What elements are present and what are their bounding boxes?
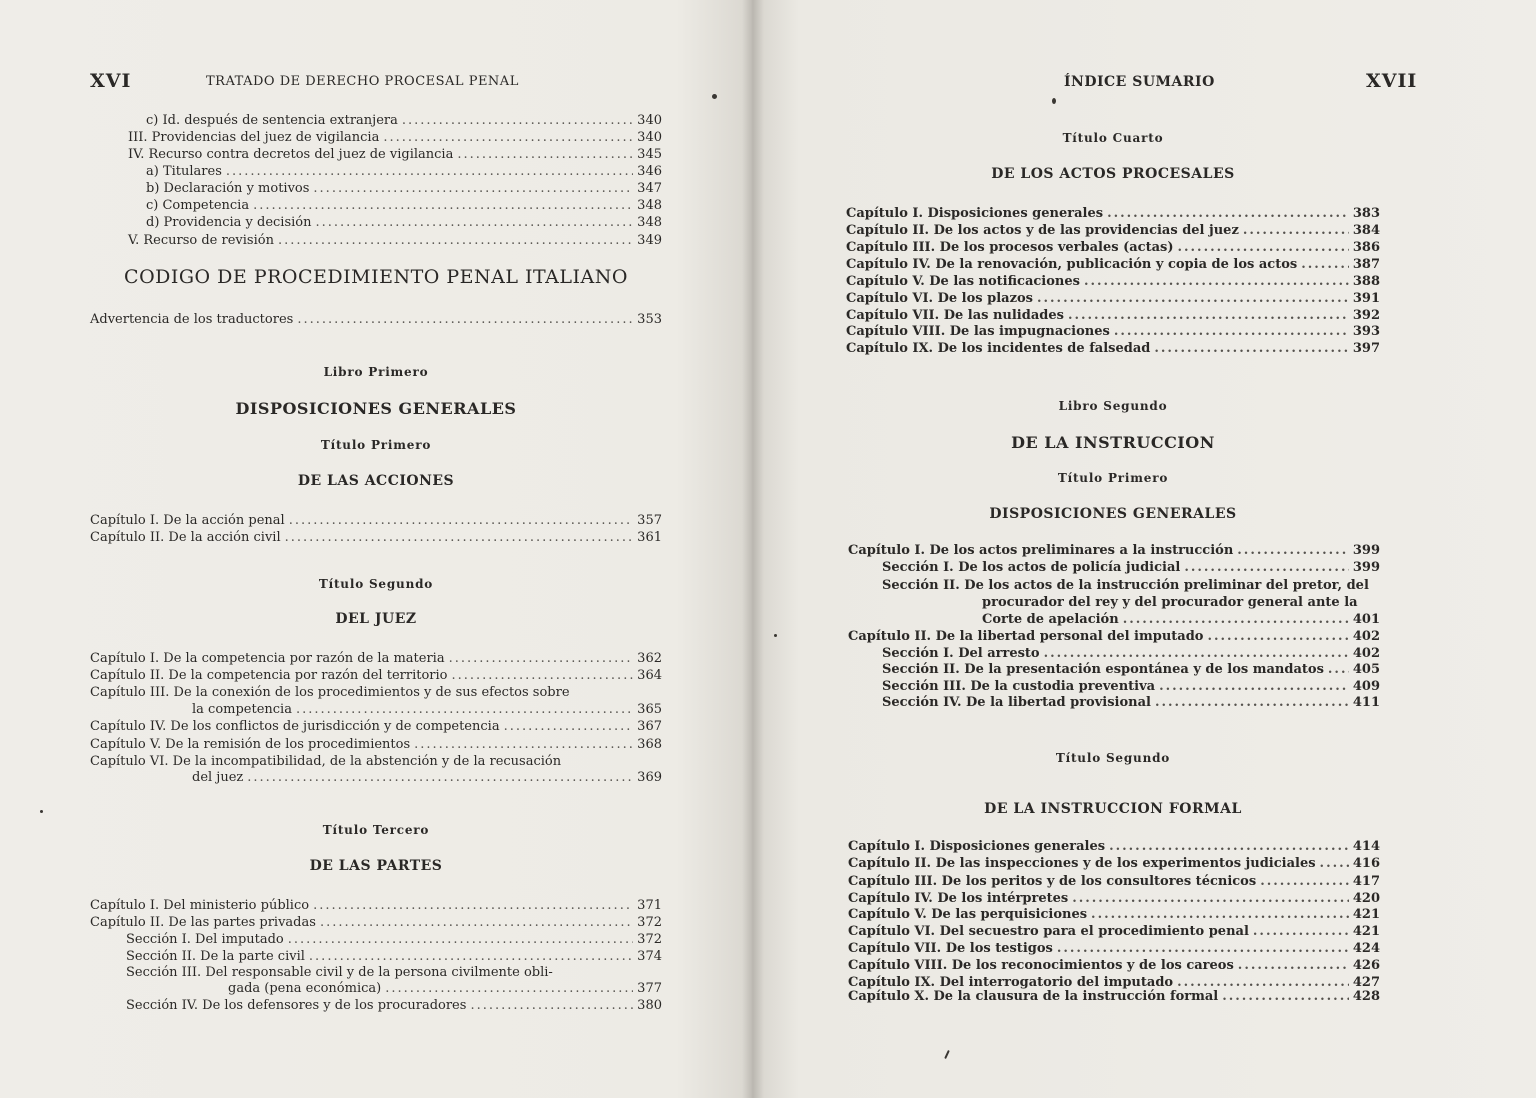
paper-speck (944, 1050, 950, 1059)
titulo-label: Título Cuarto (1062, 131, 1164, 145)
toc-entry[interactable]: Corte de apelación ..... 401 (982, 611, 1380, 628)
toc-entry[interactable]: la competencia ..... 365 (192, 701, 662, 718)
toc-entry[interactable]: Capítulo VIII. De las impugnaciones ..... 393 (846, 323, 1380, 340)
toc-entry[interactable]: Capítulo I. Disposiciones generales ..... 383 (846, 205, 1380, 222)
toc-entry[interactable]: Capítulo I. De la acción penal ..... 357 (90, 512, 662, 529)
paper-speck (1052, 98, 1056, 104)
toc-entry[interactable]: Sección IV. De la libertad provisional ..... 411 (882, 694, 1380, 711)
toc-entry[interactable]: Capítulo VIII. De los reconocimientos y de los careos ..... 426 (848, 957, 1380, 974)
toc-entry[interactable]: c) Competencia ..... 348 (146, 197, 662, 214)
toc-entry-line: Sección II. De los actos de la instrucción preliminar del pretor, del (882, 578, 1369, 593)
toc-entry[interactable]: Capítulo II. De la libertad personal del imputado ..... 402 (848, 628, 1380, 645)
libro-title: DE LA INSTRUCCION (1011, 433, 1215, 452)
page-number-right: XVII (1366, 70, 1418, 92)
toc-entry[interactable]: Capítulo I. De los actos preliminares a la instrucción ..... 399 (848, 542, 1380, 559)
paper-speck (774, 634, 777, 637)
titulo-title: DISPOSICIONES GENERALES (989, 506, 1237, 522)
toc-entry-line: procurador del rey y del procurador general ante la (982, 595, 1358, 610)
toc-entry[interactable]: b) Declaración y motivos ..... 347 (146, 180, 662, 197)
toc-entry[interactable]: Capítulo V. De las perquisiciones ..... 421 (848, 906, 1380, 923)
toc-entry[interactable]: Capítulo VII. De los testigos ..... 424 (848, 940, 1380, 957)
toc-entry[interactable]: d) Providencia y decisión ..... 348 (146, 214, 662, 231)
running-head-right: ÍNDICE SUMARIO (1064, 74, 1215, 90)
paper-speck (40, 810, 43, 813)
toc-entry[interactable]: Capítulo VII. De las nulidades ..... 392 (846, 307, 1380, 324)
toc-entry[interactable]: del juez ..... 369 (192, 769, 662, 786)
book-gutter (742, 0, 764, 1098)
toc-entry[interactable]: Capítulo I. Disposiciones generales ..... 414 (848, 838, 1380, 855)
toc-entry-line: Capítulo VI. De la incompatibilidad, de la abstención y de la recusación (90, 754, 562, 769)
titulo-label: Título Segundo (1055, 751, 1171, 765)
toc-entry[interactable]: Capítulo X. De la clausura de la instrucción formal ..... 428 (848, 988, 1380, 1005)
titulo-title: DE LAS ACCIONES (297, 473, 455, 489)
toc-entry[interactable]: Capítulo IV. De la renovación, publicación y copia de los actos ..... 387 (846, 256, 1380, 273)
toc-entry[interactable]: III. Providencias del juez de vigilancia ..... 340 (128, 129, 662, 146)
toc-entry[interactable]: Capítulo VI. De los plazos ..... 391 (846, 290, 1380, 307)
toc-entry[interactable]: Capítulo III. De los procesos verbales (actas) ..... 386 (846, 239, 1380, 256)
toc-entry[interactable]: Capítulo IV. De los conflictos de jurisdicción y de competencia ..... 367 (90, 718, 662, 735)
toc-entry[interactable]: Capítulo III. De los peritos y de los consultores técnicos ..... 417 (848, 873, 1380, 890)
toc-entry[interactable]: Advertencia de los traductores ..... 353 (90, 311, 662, 328)
titulo-title: DE LAS PARTES (309, 858, 443, 874)
left-page (0, 0, 752, 1098)
libro-label: Libro Segundo (1058, 399, 1168, 413)
running-head-left: TRATADO DE DERECHO PROCESAL PENAL (206, 74, 519, 89)
toc-entry[interactable]: gada (pena económica) ..... 377 (228, 980, 662, 997)
titulo-title: DE LA INSTRUCCION FORMAL (984, 801, 1242, 817)
toc-entry[interactable]: Capítulo V. De la remisión de los procedimientos ..... 368 (90, 736, 662, 753)
titulo-label: Título Primero (1057, 471, 1169, 485)
paper-speck (712, 94, 717, 99)
titulo-title: DEL JUEZ (335, 611, 417, 627)
toc-entry-line: Capítulo III. De la conexión de los procedimientos y de sus efectos sobre (90, 685, 570, 700)
toc-entry[interactable]: Sección I. Del arresto ..... 402 (882, 645, 1380, 662)
toc-entry[interactable]: Sección I. De los actos de policía judicial ..... 399 (882, 559, 1380, 576)
toc-entry[interactable]: Capítulo IV. De los intérpretes ..... 420 (848, 890, 1380, 907)
toc-entry-line: Sección III. Del responsable civil y de la persona civilmente obli- (126, 965, 553, 980)
titulo-label: Título Segundo (318, 577, 434, 591)
toc-entry[interactable]: Capítulo I. De la competencia por razón de la materia ..... 362 (90, 650, 662, 667)
toc-entry[interactable]: Capítulo II. De la acción civil ..... 361 (90, 529, 662, 546)
toc-entry[interactable]: Capítulo II. De las inspecciones y de los experimentos judiciales ..... 416 (848, 855, 1380, 872)
toc-entry[interactable]: Sección IV. De los defensores y de los procuradores ..... 380 (126, 997, 662, 1014)
toc-entry[interactable]: c) Id. después de sentencia extranjera ..... 340 (146, 112, 662, 129)
toc-entry[interactable]: a) Titulares ..... 346 (146, 163, 662, 180)
titulo-title: DE LOS ACTOS PROCESALES (991, 166, 1235, 182)
toc-entry[interactable]: Capítulo VI. Del secuestro para el procedimiento penal ..... 421 (848, 923, 1380, 940)
titulo-label: Título Tercero (322, 823, 430, 837)
right-page (752, 0, 1536, 1098)
toc-entry[interactable]: Capítulo I. Del ministerio público ..... 371 (90, 897, 662, 914)
toc-entry[interactable]: Capítulo II. De la competencia por razón del territorio ..... 364 (90, 667, 662, 684)
libro-label: Libro Primero (323, 365, 429, 379)
code-title: CODIGO DE PROCEDIMIENTO PENAL ITALIANO (124, 266, 628, 288)
toc-entry[interactable]: Capítulo IX. Del interrogatorio del imputado ..... 427 (848, 974, 1380, 991)
toc-entry[interactable]: Sección II. De la parte civil ..... 374 (126, 948, 662, 965)
toc-entry[interactable]: Capítulo II. De los actos y de las providencias del juez ..... 384 (846, 222, 1380, 239)
libro-title: DISPOSICIONES GENERALES (235, 399, 517, 418)
page-number-left: XVI (90, 70, 132, 92)
toc-entry[interactable]: IV. Recurso contra decretos del juez de vigilancia ..... 345 (128, 146, 662, 163)
toc-entry[interactable]: Capítulo II. De las partes privadas ..... 372 (90, 914, 662, 931)
toc-entry[interactable]: Capítulo IX. De los incidentes de falsedad ..... 397 (846, 340, 1380, 357)
toc-entry[interactable]: Sección II. De la presentación espontánea y de los mandatos ..... 405 (882, 661, 1380, 678)
titulo-label: Título Primero (320, 438, 432, 452)
toc-entry[interactable]: Sección III. De la custodia preventiva ..... 409 (882, 678, 1380, 695)
toc-entry[interactable]: V. Recurso de revisión ..... 349 (128, 232, 662, 249)
toc-entry[interactable]: Capítulo V. De las notificaciones ..... 388 (846, 273, 1380, 290)
toc-entry[interactable]: Sección I. Del imputado ..... 372 (126, 931, 662, 948)
